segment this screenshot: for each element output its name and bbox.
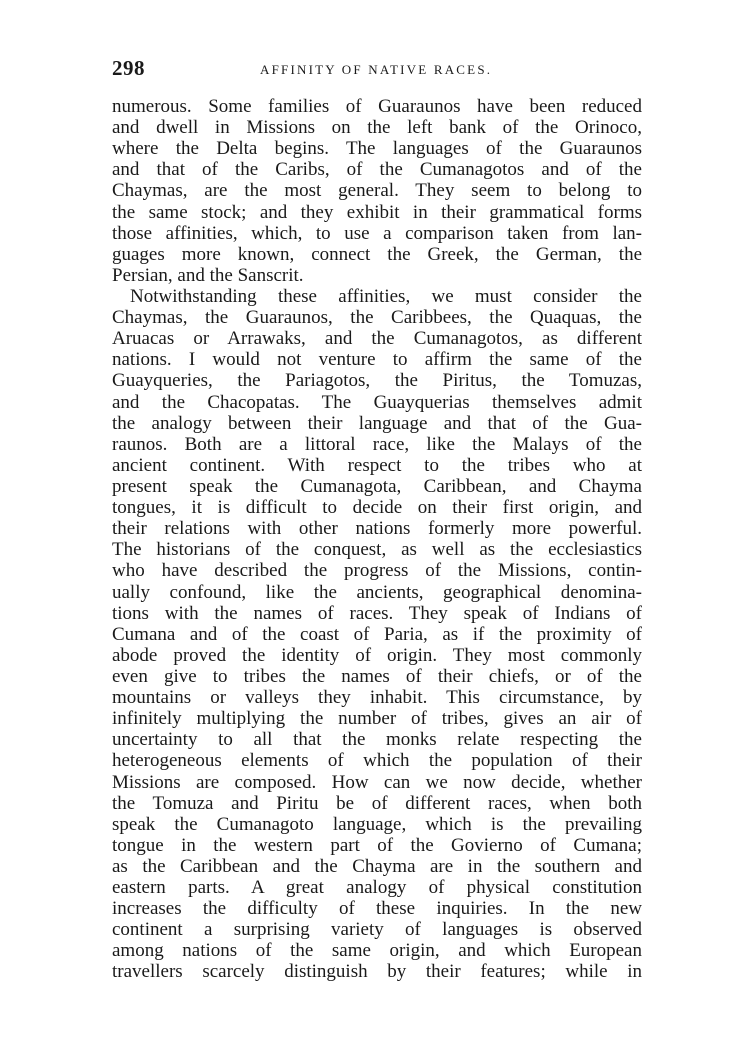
text-line: Chaymas, are the most general. They seem to belong to <box>112 180 642 202</box>
text-line: guages more known, connect the Greek, the German, the <box>112 243 642 265</box>
text-line: eastern parts. A great analogy of physical constitution <box>112 877 642 899</box>
text-line: who have described the progress of the Missions, contin- <box>112 560 642 582</box>
text-line: the Tomuza and Piritu be of different races, when both <box>112 792 642 814</box>
text-line: where the Delta begins. The languages of the Guaraunos <box>112 138 642 160</box>
text-line: numerous. Some families of Guaraunos have been reduced <box>112 96 642 117</box>
text-line: Chaymas, the Guaraunos, the Caribbees, the Quaquas, the <box>112 307 642 329</box>
text-line: as the Caribbean and the Chayma are in the southern and <box>112 855 642 877</box>
text-line: their relations with other nations formerly more powerful. <box>112 518 642 540</box>
text-line: those affinities, which, to use a comparison taken from lan- <box>112 222 642 244</box>
text-line: tongues, it is difficult to decide on their first origin, and <box>112 497 642 519</box>
text-line: present speak the Cumanagota, Caribbean, and Chayma <box>112 475 642 497</box>
text-line: continent a surprising variety of languages is observed <box>112 919 642 941</box>
text-line: the same stock; and they exhibit in their grammatical forms <box>112 201 642 223</box>
running-title: AFFINITY OF NATIVE RACES. <box>260 62 493 77</box>
text-line: Guayqueries, the Pariagotos, the Piritus, the Tomuzas, <box>112 370 642 392</box>
text-line: mountains or valleys they inhabit. This circumstance, by <box>112 687 642 709</box>
paragraph-1 <box>112 96 642 286</box>
text-line: raunos. Both are a littoral race, like the Malays of the <box>112 433 642 455</box>
text-line: Persian, and the Sanscrit. <box>112 264 304 286</box>
text-line: heterogeneous elements of which the population of their <box>112 750 642 772</box>
text-line: abode proved the identity of origin. They most commonly <box>112 644 642 666</box>
text-line: ually confound, like the ancients, geographical denomina- <box>112 581 642 603</box>
page-number: 298 <box>112 56 145 80</box>
text-line: even give to tribes the names of their chiefs, or of the <box>112 665 642 687</box>
body-text <box>112 96 642 983</box>
running-head <box>112 56 642 86</box>
text-line: Missions are composed. How can we now decide, whether <box>112 771 642 793</box>
text-line: Cumana and of the coast of Paria, as if the proximity of <box>112 623 642 645</box>
text-line: uncertainty to all that the monks relate respecting the <box>112 729 642 751</box>
text-line: nations. I would not venture to affirm the same of the <box>112 349 642 371</box>
paragraph-2 <box>112 286 642 983</box>
text-line: among nations of the same origin, and which European <box>112 940 642 962</box>
text-line: tions with the names of races. They speak of Indians of <box>112 602 642 624</box>
text-line: and that of the Caribs, of the Cumanagotos and of the <box>112 159 642 181</box>
text-line: and the Chacopatas. The Guayquerias themselves admit <box>112 391 642 413</box>
text-line: tongue in the western part of the Govierno of Cumana; <box>112 834 642 856</box>
text-line: speak the Cumanagoto language, which is the prevailing <box>112 813 642 835</box>
text-line: the analogy between their language and that of the Gua- <box>112 412 642 434</box>
text-line: Notwithstanding these affinities, we must consider the <box>130 285 642 307</box>
text-line: infinitely multiplying the number of tribes, gives an air of <box>112 708 642 730</box>
text-line: and dwell in Missions on the left bank of the Orinoco, <box>112 117 642 139</box>
text-line: Aruacas or Arrawaks, and the Cumanagotos, as different <box>112 328 642 350</box>
text-line: travellers scarcely distinguish by their features; while in <box>112 961 642 983</box>
text-line: ancient continent. With respect to the tribes who at <box>112 454 642 476</box>
text-line: The historians of the conquest, as well as the ecclesiastics <box>112 539 642 561</box>
text-line: increases the difficulty of these inquiries. In the new <box>112 898 642 920</box>
